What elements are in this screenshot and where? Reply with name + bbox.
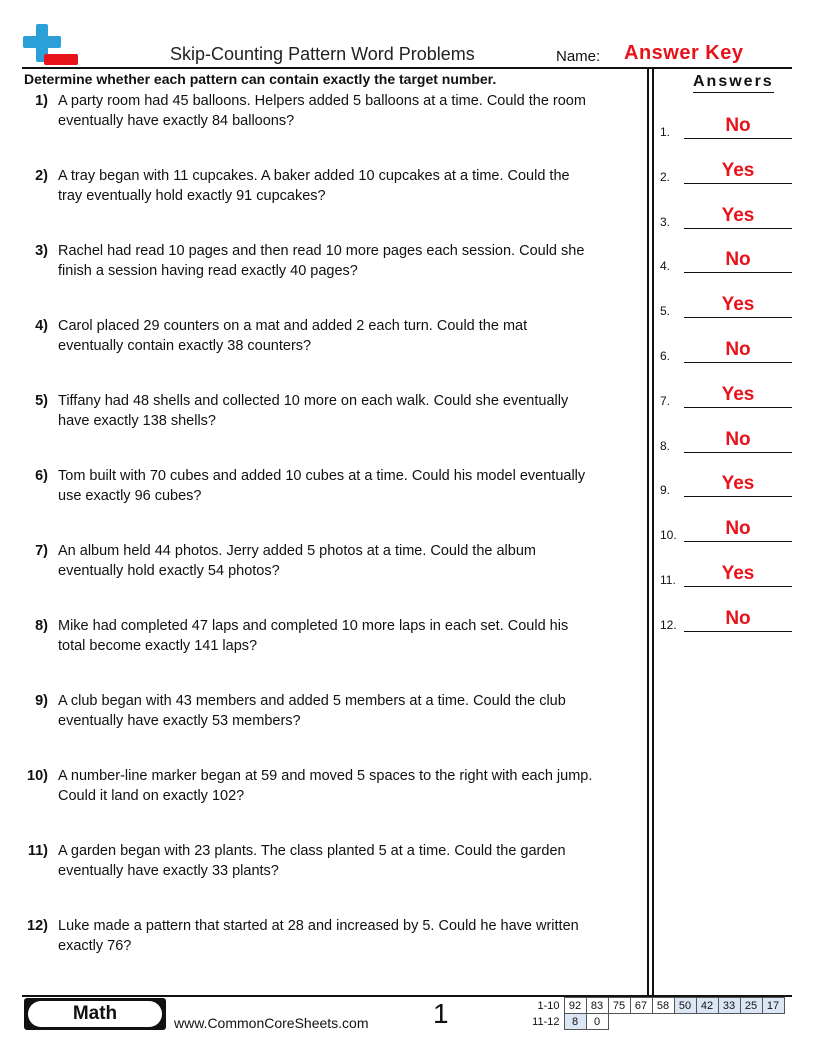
question-line: have exactly 138 shells? <box>58 413 216 429</box>
question-number: 1) <box>35 93 48 109</box>
answer-line <box>684 228 792 229</box>
answer-number: 2. <box>660 169 671 184</box>
answer-number: 3. <box>660 214 671 229</box>
answer-line <box>684 496 792 497</box>
question-text <box>58 541 648 581</box>
question-number: 7) <box>35 543 48 559</box>
website-url: www.CommonCoreSheets.com <box>174 1015 369 1031</box>
answer-line <box>684 183 792 184</box>
answer-line <box>684 631 792 632</box>
question-line: eventually contain exactly 38 counters? <box>58 338 312 354</box>
question-line: finish a session having read exactly 40 pages? <box>58 263 358 279</box>
question-line: Luke made a pattern that started at 28 and increased by 5. Could he have written <box>58 918 579 934</box>
column-divider <box>652 69 654 996</box>
answer-row <box>660 427 794 453</box>
answer-number: 4. <box>660 259 671 274</box>
answer-value: Yes <box>721 294 755 316</box>
question-text <box>58 766 648 806</box>
question-line: Could it land on exactly 102? <box>58 788 245 804</box>
answer-row <box>660 516 794 542</box>
question-line: Tom built with 70 cubes and added 10 cubes at a time. Could his model eventually <box>58 468 586 484</box>
question-line: A party room had 45 balloons. Helpers added 5 balloons at a time. Could the room <box>58 93 586 109</box>
score-table <box>524 997 785 1030</box>
question-line: eventually have exactly 53 members? <box>58 713 301 729</box>
answer-number: 6. <box>660 349 671 363</box>
answer-line <box>684 407 792 408</box>
question-number: 3) <box>35 243 48 259</box>
answer-value: Yes <box>721 473 755 495</box>
answer-number: 12. <box>660 617 677 632</box>
answer-value: No <box>725 518 751 540</box>
question-line: use exactly 96 cubes? <box>58 488 202 504</box>
question-number: 4) <box>35 318 48 334</box>
answer-number: 11. <box>660 573 676 587</box>
question-text <box>58 616 648 656</box>
answer-line <box>684 272 792 273</box>
answer-line <box>684 541 792 542</box>
question-number: 5) <box>35 393 48 409</box>
question-number: 11) <box>27 843 48 859</box>
score-cell: 75 <box>608 998 630 1014</box>
answer-value: Yes <box>721 159 755 181</box>
question-text <box>58 316 648 356</box>
score-cell: 25 <box>740 998 762 1014</box>
answer-value: No <box>725 339 751 360</box>
answer-number: 9. <box>660 483 671 498</box>
top-rule <box>22 67 792 69</box>
question-text <box>58 391 648 431</box>
question-text <box>58 166 648 206</box>
score-cell: 42 <box>696 998 718 1014</box>
score-cell: 50 <box>674 998 696 1014</box>
question-text <box>58 691 648 731</box>
question-text <box>58 916 648 956</box>
plus-minus-logo-icon <box>22 22 80 68</box>
answer-value: No <box>725 249 751 271</box>
answer-value: Yes <box>721 563 755 584</box>
question-line: A garden began with 23 plants. The class planted 5 at a time. Could the garden <box>58 843 566 859</box>
name-value: Answer Key <box>624 42 744 64</box>
score-row-label: 1-10 <box>537 999 560 1012</box>
answer-number: 8. <box>660 438 671 453</box>
question-line: tray eventually hold exactly 91 cupcakes? <box>58 188 326 204</box>
answer-value: Yes <box>721 383 755 405</box>
answer-value: No <box>725 115 751 136</box>
question-text <box>58 241 648 281</box>
question-line: eventually hold exactly 54 photos? <box>58 563 280 579</box>
page-number: 1 <box>433 998 449 1029</box>
subject-badge <box>24 998 166 1030</box>
answer-line <box>684 317 792 318</box>
question-text <box>58 466 648 506</box>
answer-value: Yes <box>721 204 755 226</box>
score-row-label: 11-12 <box>532 1015 560 1028</box>
question-line: Mike had completed 47 laps and completed 10 more laps in each set. Could his <box>58 618 569 634</box>
score-cell: 67 <box>630 998 652 1014</box>
question-line: eventually have exactly 84 balloons? <box>58 113 295 129</box>
question-line: Rachel had read 10 pages and then read 10 more pages each session. Could she <box>58 243 585 259</box>
answer-row <box>660 382 794 408</box>
answer-row <box>660 292 794 318</box>
answer-row <box>660 337 794 363</box>
score-cell: 33 <box>718 998 740 1014</box>
answer-line <box>684 138 792 139</box>
answer-number: 1. <box>660 125 671 139</box>
question-text <box>58 841 648 881</box>
question-line: A number-line marker began at 59 and moved 5 spaces to the right with each jump. <box>58 768 593 784</box>
score-cell: 0 <box>586 1014 608 1030</box>
question-number: 6) <box>35 468 48 484</box>
subject-label: Math <box>28 1001 162 1027</box>
question-text <box>58 91 648 131</box>
answer-row <box>660 606 794 632</box>
answer-line <box>684 362 792 363</box>
score-row-1 <box>524 998 784 1014</box>
question-line: A tray began with 11 cupcakes. A baker added 10 cupcakes at a time. Could the <box>58 168 570 184</box>
answer-row <box>660 561 794 587</box>
answer-value: No <box>725 428 751 450</box>
answer-row <box>660 113 794 139</box>
question-number: 2) <box>35 168 48 184</box>
question-number: 12) <box>27 918 48 934</box>
question-line: total become exactly 141 laps? <box>58 638 258 654</box>
question-line: Tiffany had 48 shells and collected 10 more on each walk. Could she eventually <box>58 393 569 409</box>
answer-row <box>660 247 794 273</box>
question-line: Carol placed 29 counters on a mat and added 2 each turn. Could the mat <box>58 318 528 334</box>
worksheet-title: Skip-Counting Pattern Word Problems <box>170 44 475 64</box>
answer-line <box>684 586 792 587</box>
answer-line <box>684 452 792 453</box>
answer-row <box>660 203 794 229</box>
instructions: Determine whether each pattern can contain exactly the target number. <box>24 71 497 87</box>
score-cell: 83 <box>586 998 608 1014</box>
score-cell: 17 <box>762 998 784 1014</box>
answer-number: 10. <box>660 528 677 543</box>
question-line: exactly 76? <box>58 938 132 954</box>
question-line: eventually have exactly 33 plants? <box>58 863 279 879</box>
answer-value: No <box>725 607 751 629</box>
question-number: 8) <box>35 618 48 634</box>
question-number: 9) <box>35 693 48 709</box>
name-label: Name: <box>556 48 601 65</box>
answer-number: 7. <box>660 393 671 408</box>
answers-heading: Answers <box>693 73 774 93</box>
score-cell: 58 <box>652 998 674 1014</box>
question-line: A club began with 43 members and added 5 members at a time. Could the club <box>58 693 566 709</box>
question-number: 10) <box>27 768 48 784</box>
question-line: An album held 44 photos. Jerry added 5 photos at a time. Could the album <box>58 543 536 559</box>
answer-row <box>660 471 794 497</box>
answer-row <box>660 158 794 184</box>
score-cell: 92 <box>564 998 586 1014</box>
score-row-2 <box>524 1014 784 1030</box>
answer-number: 5. <box>660 304 671 319</box>
score-cell: 8 <box>564 1014 586 1030</box>
